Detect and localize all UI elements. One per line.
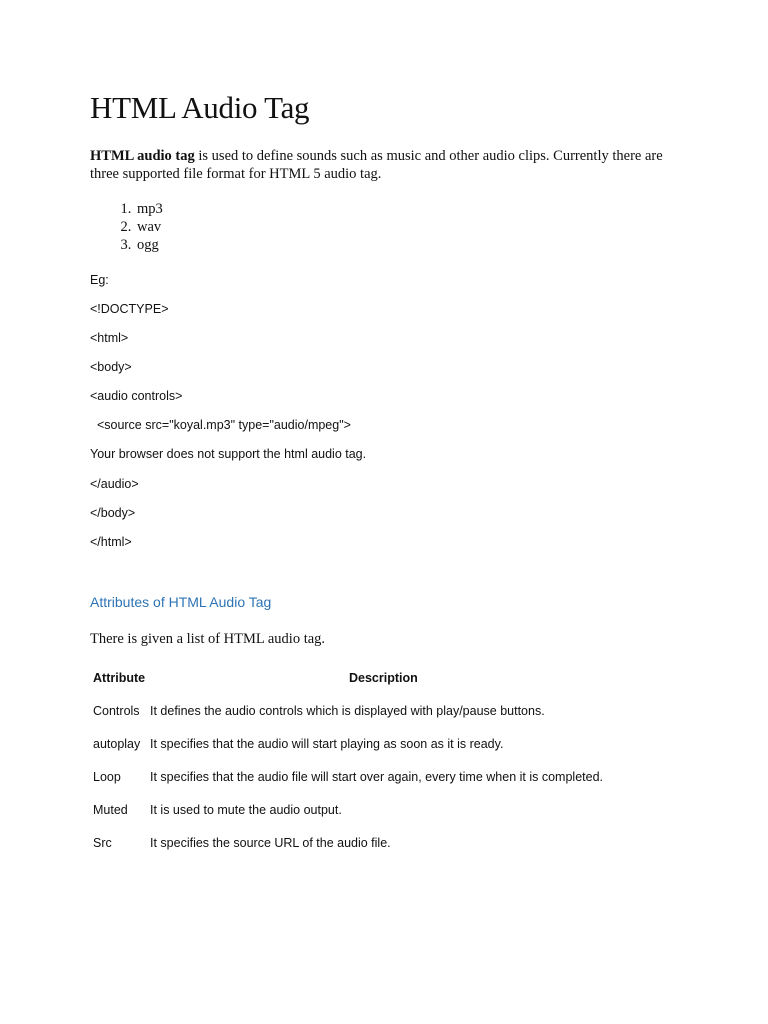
table-cell-description: It is used to mute the audio output. xyxy=(150,803,342,817)
code-line: Your browser does not support the html audio tag. xyxy=(90,447,367,461)
table-cell-description: It specifies that the audio will start playing as soon as it is ready. xyxy=(150,737,504,751)
table-header-attribute: Attribute xyxy=(93,671,146,685)
code-line: <audio controls> xyxy=(90,389,183,403)
intro-bold-term: HTML audio tag xyxy=(90,148,195,164)
format-list xyxy=(90,200,163,254)
format-item: 1. mp3 xyxy=(135,200,163,218)
section-lead: There is given a list of HTML audio tag. xyxy=(90,631,326,647)
code-line: </audio> xyxy=(90,477,139,491)
table-cell-description: It defines the audio controls which is displayed with play/pause buttons. xyxy=(150,704,545,718)
table-cell-attribute: Loop xyxy=(93,770,121,784)
format-item: 2. wav xyxy=(135,218,163,236)
table-header-description: Description xyxy=(349,671,418,685)
code-line: </body> xyxy=(90,506,136,520)
intro-paragraph xyxy=(90,147,690,183)
table-cell-attribute: Src xyxy=(93,836,112,850)
table-cell-description: It specifies that the audio file will start over again, every time when it is completed. xyxy=(150,770,603,784)
table-cell-attribute: autoplay xyxy=(93,737,141,751)
section-heading: Attributes of HTML Audio Tag xyxy=(90,594,272,610)
table-cell-attribute: Controls xyxy=(93,704,140,718)
table-cell-description: It specifies the source URL of the audio file. xyxy=(150,836,391,850)
code-line: <source src="koyal.mp3" type="audio/mpeg"> xyxy=(90,418,351,432)
example-label: Eg: xyxy=(90,273,109,287)
code-line: <!DOCTYPE> xyxy=(90,302,169,316)
page-title: HTML Audio Tag xyxy=(90,90,310,125)
code-line: <body> xyxy=(90,360,132,374)
table-cell-attribute: Muted xyxy=(93,803,128,817)
format-item: 3. ogg xyxy=(135,236,163,254)
code-line: <html> xyxy=(90,331,129,345)
intro-text: is used to define sounds such as music and other audio clips. Currently there are three supported file format for HTML 5 audio tag. xyxy=(90,148,663,182)
code-line: </html> xyxy=(90,535,132,549)
